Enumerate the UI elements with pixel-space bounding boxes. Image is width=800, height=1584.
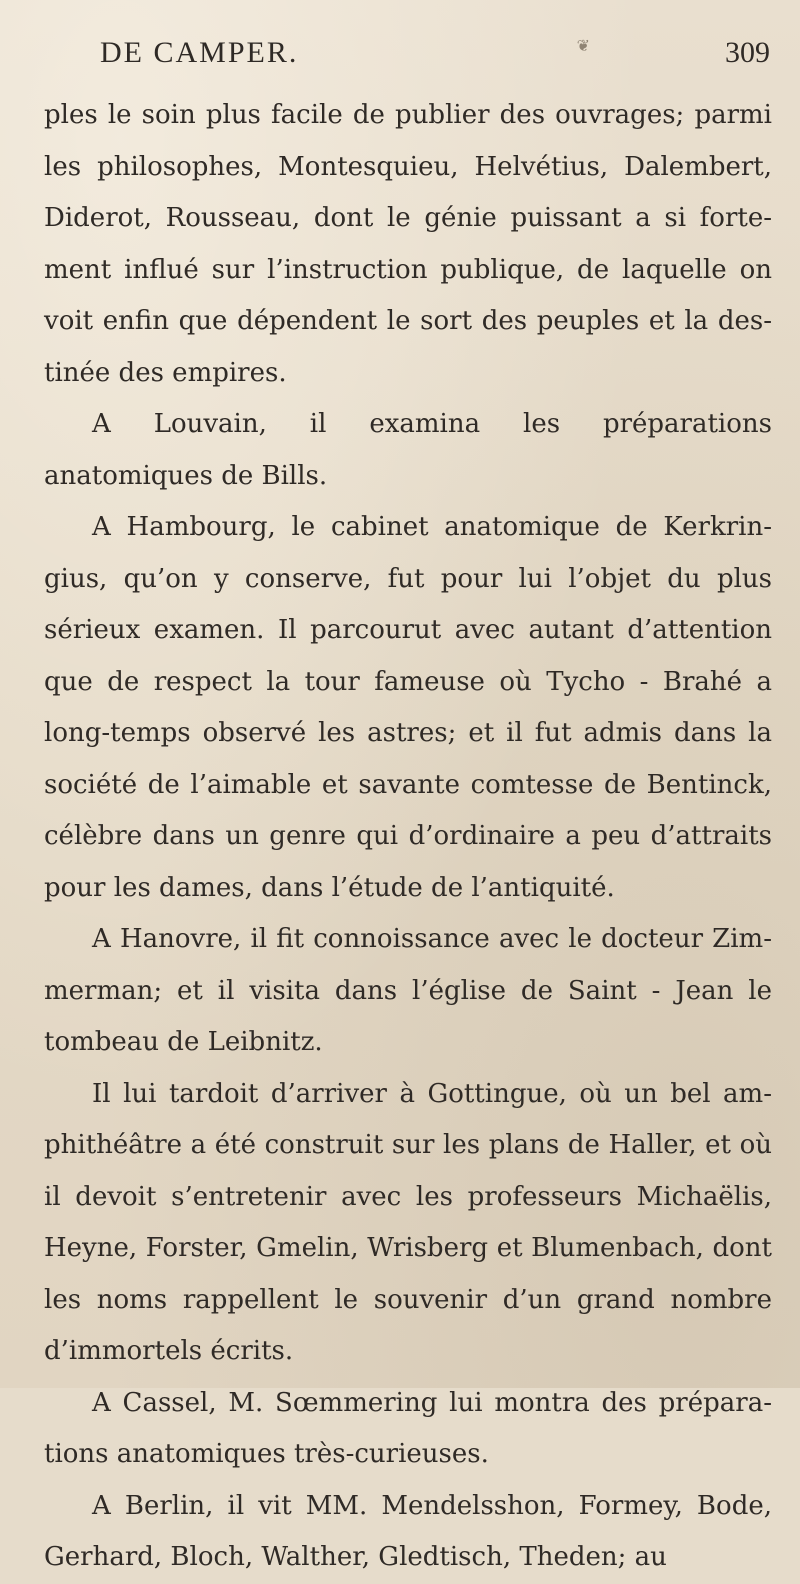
ink-blot-icon: ❦ [576,36,590,55]
page-header [0,28,800,88]
body-text [44,90,772,1584]
paragraph: A Berlin, il vit MM. Mendelsshon, Formey, Bode, Gerhard, Bloch, Walther, Gledtisch, Theden; au [44,1490,772,1572]
paragraph: Il lui tardoit d’arriver à Gottingue, où un bel am- phithéâtre a été construit sur les plans de Haller, et où il devoit s’entretenir avec les professeurs Michaëlis, Heyne, Forster, Gmelin, Wrisberg et Blumenbach, dont les noms rappellent le souvenir d’un grand nombre d’immortels écrits. [44,1078,772,1366]
paragraph: ples le soin plus facile de publier des ouvrages; parmi les philosophes, Montesquieu, Helvétius, Dalembert, Diderot, Rousseau, dont le génie puissant a si forte- ment influé sur l’instruction publique, de laquelle on voit enfin que dépendent le sort des peuples et la des- tinée des empires. [44,100,772,388]
paragraph: A Louvain, il examina les préparations anatomiques de Bills. [44,409,772,491]
running-title: DE CAMPER. [100,36,299,69]
paragraph: A Cassel, M. Sœmmering lui montra des prépara- tions anatomiques très-curieuses. [44,1387,772,1469]
page-number: 309 [725,36,770,69]
paragraph: A Hambourg, le cabinet anatomique de Kerkrin- gius, qu’on y conserve, fut pour lui l’objet du plus sérieux examen. Il parcourut avec autant d’attention que de respect la tour fameuse où Tycho - Brahé a long-temps observé les astres; et il fut admis dans la société de l’aimable et savante comtesse de Bentinck, célèbre dans un genre qui d’ordinaire a peu d’attraits pour les dames, dans l’étude de l’antiquité. [44,512,772,903]
paragraph: A Hanovre, il fit connoissance avec le docteur Zim- merman; et il visita dans l’église de Saint - Jean le tombeau de Leibnitz. [44,924,772,1057]
